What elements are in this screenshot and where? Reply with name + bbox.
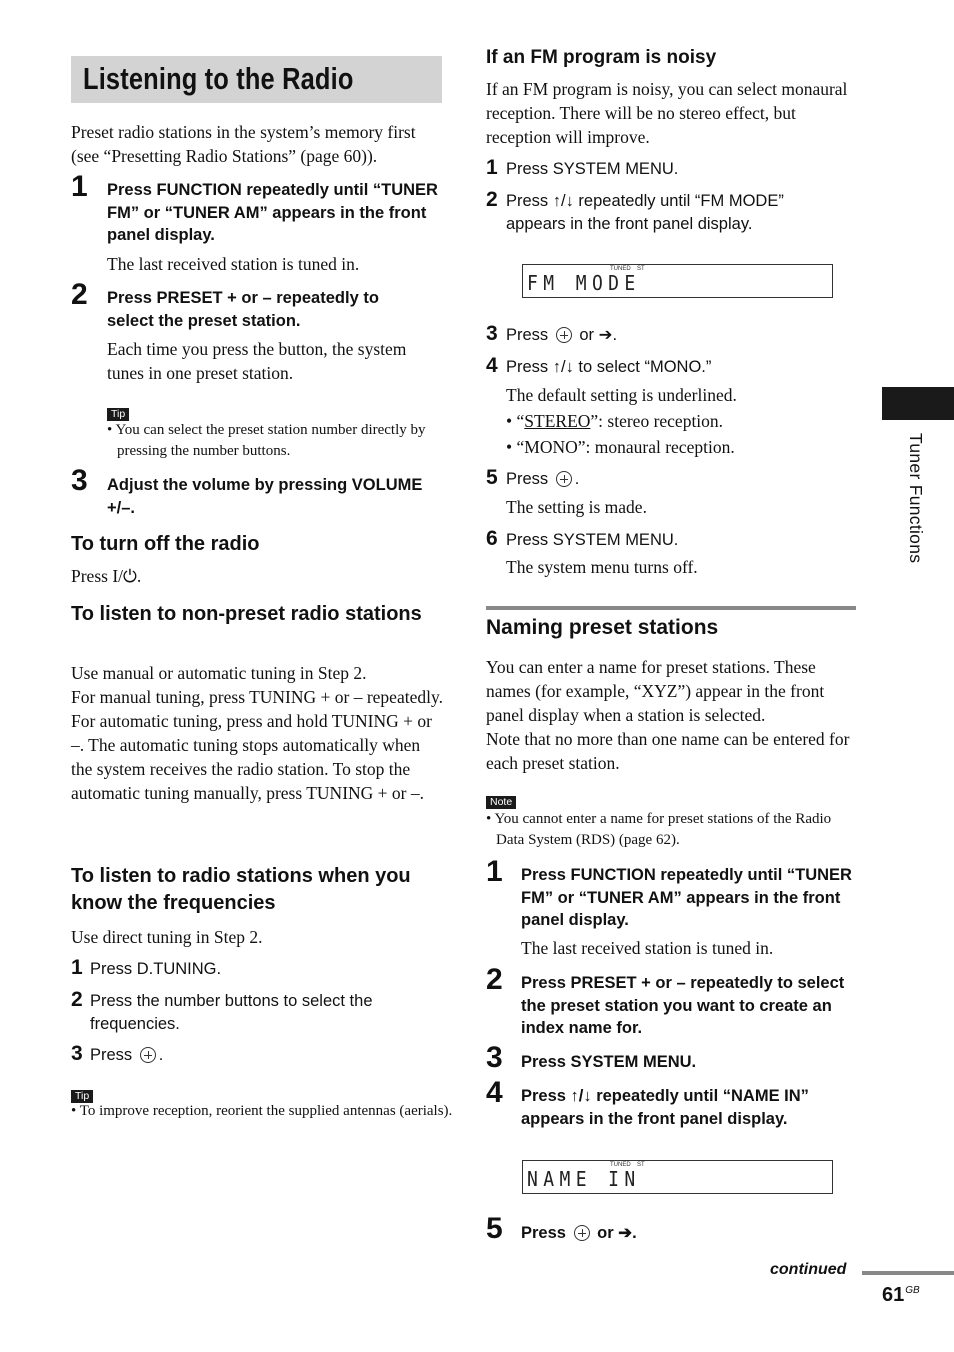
- step-text: Press FUNCTION repeatedly until “TUNER FM” or “TUNER AM” appears in the front panel display.: [107, 181, 438, 244]
- step-text: Press or ➔.: [506, 326, 618, 344]
- step-number: 2: [486, 963, 503, 996]
- display-text: FM MODE: [527, 271, 641, 295]
- continued-line: [862, 1271, 954, 1275]
- chapter-tab-marker: [882, 387, 954, 420]
- turnoff-text: Press I/⏻.: [71, 566, 142, 586]
- step-number: 3: [71, 1042, 83, 1065]
- chapter-tab-label: Tuner Functions: [906, 433, 926, 564]
- tuned-indicator: TUNED: [610, 266, 631, 272]
- section-heading: If an FM program is noisy: [486, 47, 717, 68]
- stereo-indicator: ST: [637, 1162, 645, 1168]
- step-number: 1: [71, 956, 83, 979]
- step-text: Press .: [90, 1046, 164, 1064]
- nonpreset-text: Use manual or automatic tuning in Step 2. For manual tuning, press TUNING + or – repeatedly. For automatic tuning, press and hold TUNING + or –. The automatic tuning stops automatically when the system receives the radio station. To stop the automatic tuning manually, press TUNING + or –.: [71, 663, 443, 803]
- tuned-indicator: TUNED: [610, 1162, 631, 1168]
- step-desc: The system menu turns off.: [506, 557, 698, 577]
- stereo-indicator: ST: [637, 266, 645, 272]
- section-heading: To turn off the radio: [71, 533, 260, 555]
- tip-text: • You can select the preset station number directly by pressing the number buttons.: [107, 422, 426, 459]
- front-panel-display: [522, 1160, 833, 1194]
- front-panel-display: [522, 264, 833, 298]
- section-heading: To listen to non-preset radio stations: [71, 603, 422, 625]
- enter-button-icon: [556, 327, 572, 343]
- freq-intro: Use direct tuning in Step 2.: [71, 927, 263, 947]
- step-number: 5: [486, 466, 498, 489]
- step-number: 5: [486, 1212, 503, 1245]
- step-text: Press SYSTEM MENU.: [506, 531, 679, 549]
- note-text: • You cannot enter a name for preset stations of the Radio Data System (RDS) (page 62).: [486, 811, 832, 848]
- tip-text: • To improve reception, reorient the supplied antennas (aerials).: [71, 1103, 453, 1119]
- step-text: Press ↑/↓ repeatedly until “FM MODE” appears in the front panel display.: [506, 192, 784, 233]
- tip-badge: Tip: [71, 1086, 93, 1104]
- step-text: Press ↑/↓ repeatedly until “NAME IN” appears in the front panel display.: [521, 1087, 809, 1128]
- page-title: Listening to the Radio: [83, 61, 354, 96]
- step-number: 4: [486, 1076, 503, 1109]
- step-text: Press SYSTEM MENU.: [506, 160, 679, 178]
- step-text: Press D.TUNING.: [90, 960, 222, 978]
- step-text: Press PRESET + or – repeatedly to select the preset station you want to create an index name for.: [521, 974, 845, 1037]
- enter-button-icon: [574, 1225, 590, 1241]
- step-number: 4: [486, 354, 498, 377]
- step-number: 3: [486, 322, 498, 345]
- stereo-option: • “STEREO”: stereo reception.: [506, 411, 724, 431]
- step-desc: The setting is made.: [506, 497, 647, 517]
- default-note: The default setting is underlined.: [506, 385, 737, 405]
- step-number: 1: [486, 855, 503, 888]
- continued-label: continued: [770, 1261, 847, 1278]
- step-number: 3: [486, 1041, 503, 1074]
- step-number: 2: [71, 988, 83, 1011]
- section-divider: [486, 606, 856, 610]
- noisy-intro: If an FM program is noisy, you can select monaural reception. There will be no stereo effect, but reception will improve.: [486, 79, 848, 147]
- step-desc: The last received station is tuned in.: [521, 938, 774, 958]
- step-number: 1: [71, 170, 88, 203]
- section-heading: Naming preset stations: [486, 616, 719, 639]
- step-number: 2: [71, 278, 88, 311]
- naming-intro: You can enter a name for preset stations. These names (for example, “XYZ”) appear in the front panel display when a station is selected. Note that no more than one name can be entered for each preset station.: [486, 657, 850, 773]
- step-number: 3: [71, 464, 88, 497]
- mono-option: • “MONO”: monaural reception.: [506, 437, 735, 457]
- tip-badge: Tip: [107, 404, 129, 422]
- step-text: Press SYSTEM MENU.: [521, 1053, 697, 1071]
- step-desc: The last received station is tuned in.: [107, 254, 360, 274]
- step-text: Press ↑/↓ to select “MONO.”: [506, 358, 712, 376]
- note-badge: Note: [486, 792, 516, 810]
- enter-button-icon: [140, 1047, 156, 1063]
- step-number: 1: [486, 156, 498, 179]
- step-number: 6: [486, 527, 498, 550]
- step-desc: Each time you press the button, the system tunes in one preset station.: [107, 339, 407, 383]
- step-text: Press .: [506, 470, 580, 488]
- step-text: Press or ➔.: [521, 1224, 637, 1242]
- step-text: Press the number buttons to select the frequencies.: [90, 992, 373, 1033]
- intro-paragraph: Preset radio stations in the system’s memory first (see “Presetting Radio Stations” (page 60)).: [71, 122, 416, 166]
- step-text: Adjust the volume by pressing VOLUME +/–.: [107, 476, 423, 517]
- step-number: 2: [486, 188, 498, 211]
- display-text: NAME IN: [527, 1167, 641, 1191]
- step-text: Press PRESET + or – repeatedly to select the preset station.: [107, 289, 379, 330]
- step-text: Press FUNCTION repeatedly until “TUNER FM” or “TUNER AM” appears in the front panel display.: [521, 866, 852, 929]
- page-number: $61^{GB}$: [882, 1284, 920, 1306]
- enter-button-icon: [556, 471, 572, 487]
- section-heading: To listen to radio stations when you know the frequencies: [71, 865, 411, 914]
